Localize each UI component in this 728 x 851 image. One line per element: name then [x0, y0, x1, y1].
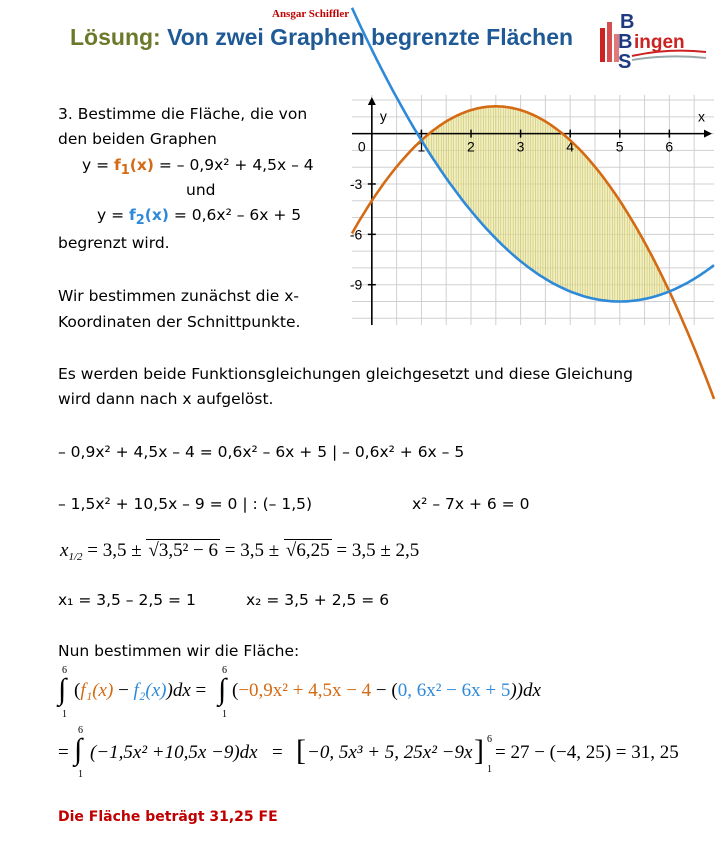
- logo-letter-b1: B: [620, 11, 635, 33]
- f1-sub: 1: [120, 163, 130, 179]
- int3-lower: 1: [78, 769, 83, 780]
- integral-row-1-expanded: [232, 680, 541, 702]
- row1-open: (: [232, 680, 239, 701]
- row1-equals: =: [190, 680, 207, 701]
- f1-arg: (x): [129, 156, 154, 174]
- equation-normalized: x² – 7x + 6 = 0: [412, 495, 530, 513]
- row2-right-bracket: ]: [474, 734, 484, 767]
- int2-upper: 6: [222, 665, 227, 676]
- equation-2: – 1,5x² + 10,5x – 9 = 0 | : (– 1,5): [58, 495, 313, 513]
- row1-f1: f₁(x): [80, 680, 114, 701]
- f2-arg: (x): [144, 206, 169, 224]
- pq-lhs: x: [60, 540, 69, 561]
- row2-left-bracket: [: [296, 734, 306, 767]
- und-word: und: [186, 181, 216, 199]
- row2-mid: =: [272, 742, 283, 763]
- final-result: Die Fläche beträgt 31,25 FE: [58, 809, 278, 825]
- row1-open-paren: (: [74, 680, 81, 701]
- equation-1: – 0,9x² + 4,5x – 4 = 0,6x² – 6x + 5 | – 0,6x² + 6x – 5: [58, 443, 465, 461]
- x-axis-arrow: [704, 130, 712, 138]
- y-tick-label: -3: [349, 175, 363, 192]
- logo-word: ingen: [634, 32, 685, 53]
- title-lead: Lösung:: [70, 24, 161, 50]
- task-line-1: 3. Bestimme die Fläche, die von: [58, 105, 308, 123]
- f1-letter: f: [114, 156, 121, 174]
- row2-lower: 1: [487, 764, 492, 775]
- row2-upper: 6: [487, 734, 492, 745]
- intro-line-2: Koordinaten der Schnittpunkte.: [58, 313, 301, 331]
- solution-x1: x₁ = 3,5 – 2,5 = 1: [58, 591, 196, 609]
- x-tick-label: 4: [566, 138, 574, 155]
- x-tick-label: 6: [665, 138, 674, 155]
- pq-rad1-text: 3,5² − 6: [158, 540, 219, 561]
- row2-antiderivative: −0, 5x³ + 5, 25x² −9x: [307, 742, 473, 763]
- row1-orange-term: −0,9x² + 4,5x − 4: [238, 680, 372, 701]
- row2-integrand: (−1,5x² +10,5x −9)dx: [90, 742, 258, 763]
- x-tick-label: 0: [357, 138, 366, 155]
- int1-upper: 6: [62, 665, 67, 676]
- f2-term: = 0,6x² – 6x + 5: [168, 206, 302, 224]
- int3-upper: 6: [78, 725, 83, 736]
- solution-x2: x₂ = 3,5 + 2,5 = 6: [246, 591, 390, 609]
- row2-equals: =: [58, 742, 69, 763]
- pq-formula: [60, 540, 419, 574]
- x-tick-label: 2: [467, 138, 475, 155]
- row1-f2: f₂(x): [133, 680, 167, 701]
- f1-prefix: y =: [82, 156, 115, 174]
- function-f2: [97, 203, 301, 233]
- task-line-end: begrenzt wird.: [58, 234, 170, 252]
- f2-name: [129, 206, 169, 229]
- row1-minus: −: [113, 680, 134, 701]
- f1-name: [114, 156, 154, 179]
- f2-sub: 2: [135, 213, 145, 229]
- area-intro: Nun bestimmen wir die Fläche:: [58, 642, 300, 660]
- row1-end: ))dx: [510, 680, 541, 701]
- row2-result: = 27 − (−4, 25) = 31, 25: [495, 742, 679, 763]
- pq-sub: 1/2: [68, 551, 83, 564]
- explain-line-2: wird dann nach x aufgelöst.: [58, 390, 274, 408]
- function-graph: [349, 95, 714, 325]
- logo-letter-s: S: [618, 51, 632, 73]
- f2-letter: f: [129, 206, 136, 224]
- x-tick-label: 3: [516, 138, 525, 155]
- task-line-2: den beiden Graphen: [58, 130, 217, 148]
- int2-lower: 1: [222, 709, 227, 720]
- y-tick-label: -9: [349, 276, 363, 293]
- intro-line-1: Wir bestimmen zunächst die x-: [58, 287, 299, 305]
- x-axis-label: x: [698, 108, 705, 125]
- pq-rad2-text: 6,25: [296, 540, 330, 561]
- y-axis-arrow: [368, 97, 376, 105]
- x-tick-label: 5: [615, 138, 624, 155]
- integral-row-1: [74, 680, 206, 702]
- explain-line-1: Es werden beide Funktionsgleichungen gleichgesetzt und diese Gleichung: [58, 365, 633, 383]
- pq-radicand-2: √6,25: [285, 540, 330, 561]
- integral-sign-3: ∫: [74, 733, 83, 766]
- f1-term: = – 0,9x² + 4,5x – 4: [153, 156, 314, 174]
- title-text: Von zwei Graphen begrenzte Flächen: [167, 24, 574, 50]
- int1-lower: 1: [62, 709, 67, 720]
- bbs-bingen-logo: [598, 8, 708, 72]
- author-name: Ansgar Schiffler: [272, 8, 350, 20]
- pq-part-a: = 3,5 ±: [82, 540, 147, 561]
- pq-part-c: = 3,5 ± 2,5: [331, 540, 420, 561]
- integral-sign-2: ∫: [218, 673, 227, 706]
- x-tick-label: 1: [417, 138, 426, 155]
- logo-letter-b2: B: [618, 31, 633, 53]
- pq-radicand-1: √3,5² − 6: [148, 540, 219, 561]
- integral-sign-1: ∫: [58, 673, 67, 706]
- row1-blue-term: 0, 6x² − 6x + 5: [397, 680, 511, 701]
- y-axis-label: y: [379, 108, 387, 124]
- row1-mid: − (: [371, 680, 398, 701]
- row1-dx: )dx: [166, 680, 191, 701]
- page-title: [70, 24, 573, 51]
- y-tick-label: -6: [349, 226, 363, 243]
- pq-part-b: = 3,5 ±: [220, 540, 284, 561]
- f2-prefix: y =: [97, 206, 130, 224]
